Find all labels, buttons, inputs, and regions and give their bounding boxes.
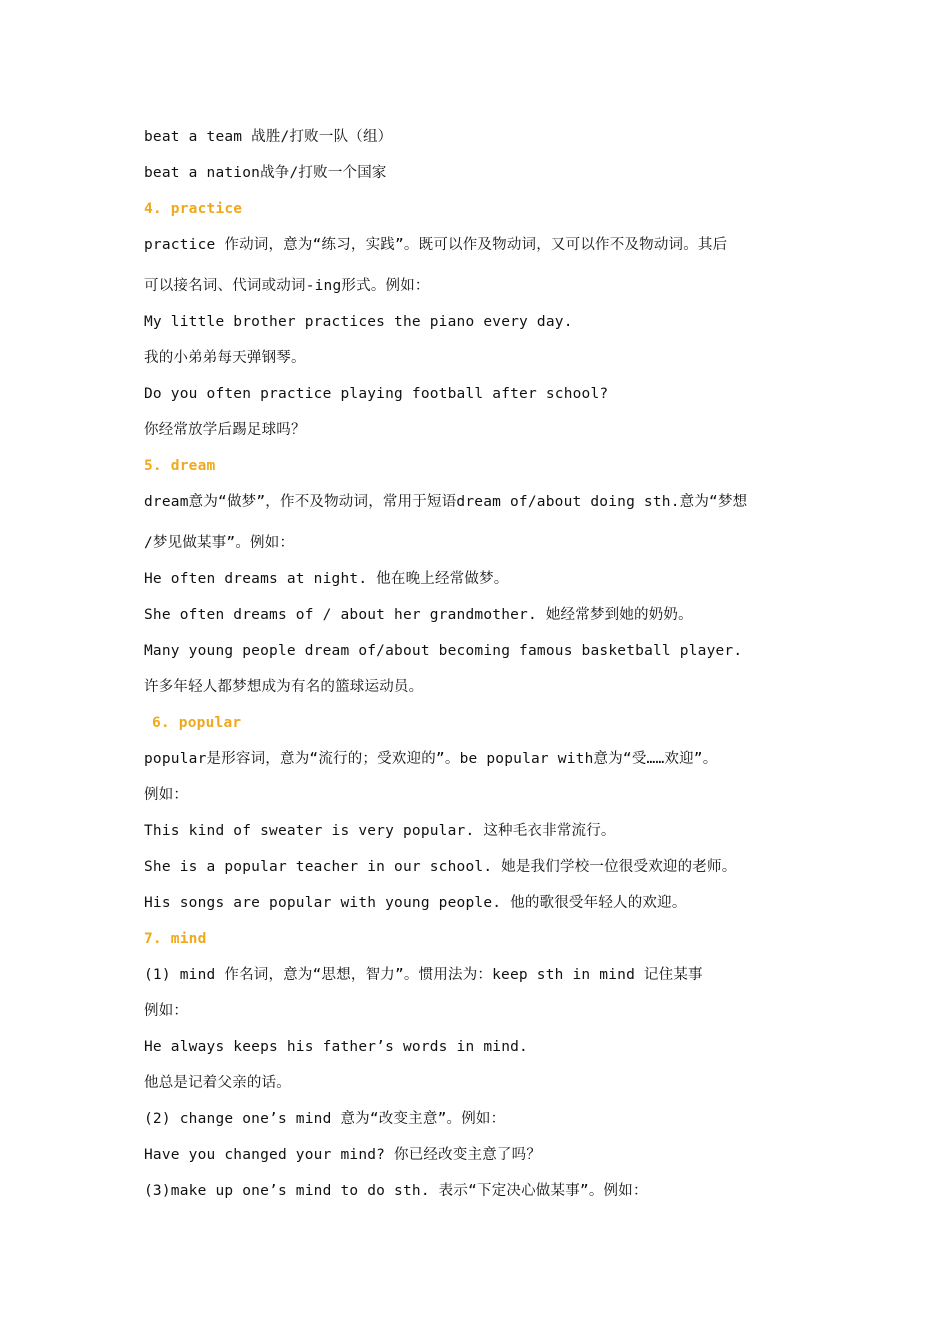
text-line: dream意为“做梦”，作不及物动词，常用于短语dream of/about doing sth.意为“梦想 [144, 494, 748, 510]
example-sentence: He always keeps his father’s words in mind. [144, 1039, 528, 1055]
example-sentence: My little brother practices the piano every day. [144, 314, 573, 330]
section-heading-practice: 4. practice [144, 201, 243, 217]
text-line: (2) change one’s mind 意为“改变主意”。例如： [144, 1111, 506, 1127]
text-line: 可以接名词、代词或动词-ing形式。例如： [144, 278, 430, 294]
example-translation: 我的小弟弟每天弹钢琴。 [144, 350, 306, 366]
text-line: 例如： [144, 787, 189, 803]
example-sentence: She often dreams of / about her grandmother. 她经常梦到她的奶奶。 [144, 607, 693, 623]
example-translation: 许多年轻人都梦想成为有名的篮球运动员。 [144, 679, 424, 695]
section-heading-mind: 7. mind [144, 931, 207, 947]
text-line: (1) mind 作名词，意为“思想，智力”。惯用法为：keep sth in mind 记住某事 [144, 967, 703, 983]
example-sentence: Do you often practice playing football after school? [144, 386, 609, 402]
example-sentence: He often dreams at night. 他在晚上经常做梦。 [144, 571, 509, 587]
example-sentence: Many young people dream of/about becoming famous basketball player. [144, 643, 743, 659]
example-sentence: This kind of sweater is very popular. 这种毛衣非常流行。 [144, 823, 616, 839]
text-line: practice 作动词，意为“练习，实践”。既可以作及物动词，又可以作不及物动词。其后 [144, 237, 728, 253]
text-line: (3)make up one’s mind to do sth. 表示“下定决心做某事”。例如： [144, 1183, 648, 1199]
text-line: beat a nation战争/打败一个国家 [144, 165, 387, 181]
text-line: popular是形容词，意为“流行的；受欢迎的”。be popular with意为“受……欢迎”。 [144, 751, 718, 767]
text-line: beat a team 战胜/打败一队（组） [144, 129, 393, 145]
text-line: /梦见做某事”。例如： [144, 535, 295, 551]
example-sentence: His songs are popular with young people. 他的歌很受年轻人的欢迎。 [144, 895, 687, 911]
section-heading-dream: 5. dream [144, 458, 216, 474]
example-sentence: Have you changed your mind? 你已经改变主意了吗？ [144, 1147, 542, 1163]
text-line: 例如： [144, 1003, 189, 1019]
example-translation: 你经常放学后踢足球吗？ [144, 422, 306, 438]
document-page [144, 124, 824, 1214]
example-translation: 他总是记着父亲的话。 [144, 1075, 291, 1091]
example-sentence: She is a popular teacher in our school. 她是我们学校一位很受欢迎的老师。 [144, 859, 737, 875]
section-heading-popular: 6. popular [152, 715, 242, 731]
